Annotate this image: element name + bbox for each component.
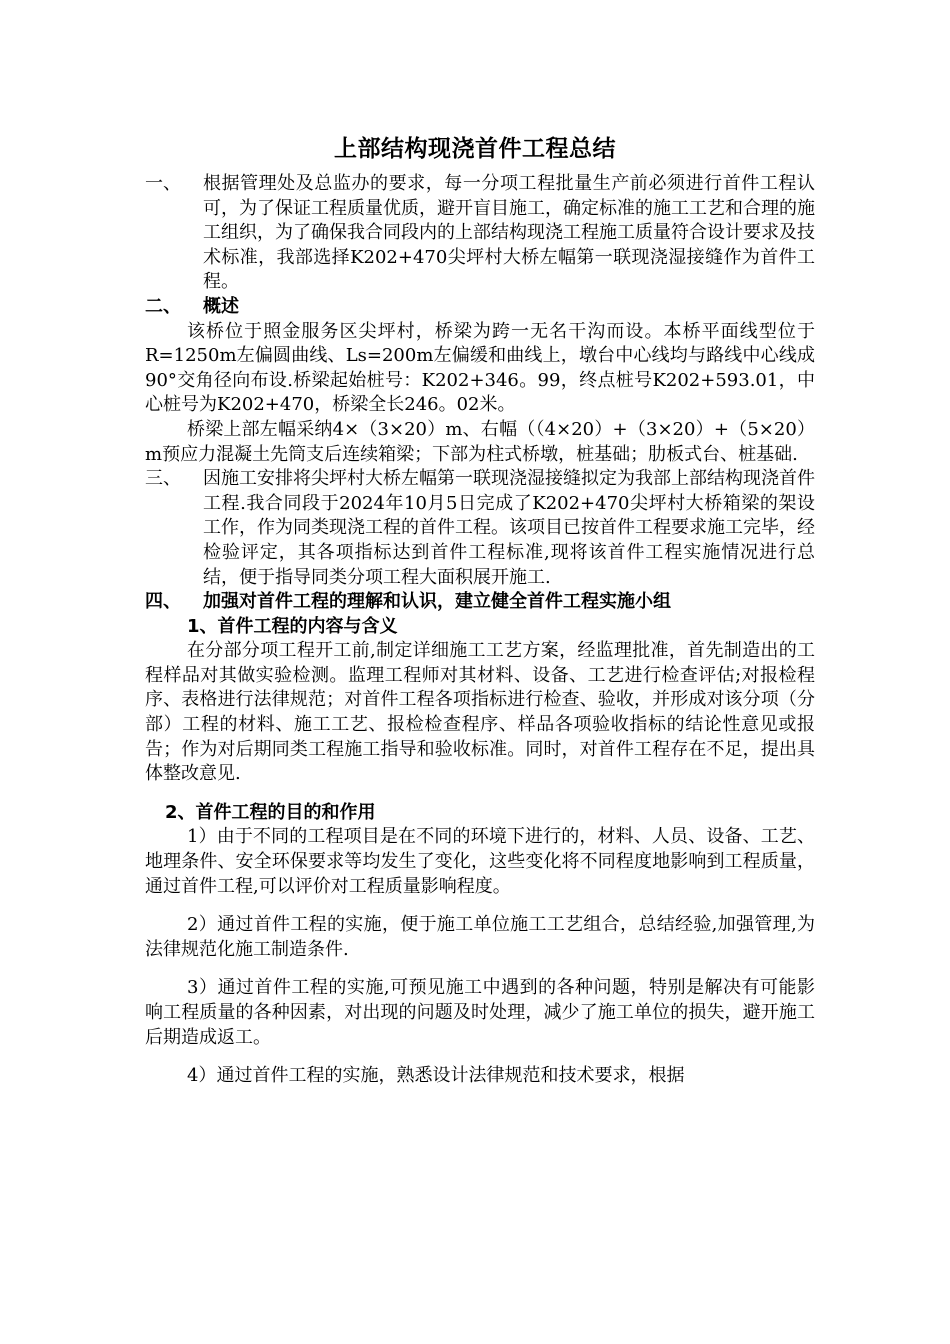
- document-body: [145, 172, 815, 1089]
- section-2-paragraph-1: 该桥位于照金服务区尖坪村，桥梁为跨一无名干沟而设。本桥平面线型位于R=1250m左偏圆曲线、Ls=200m左偏缓和曲线上，墩台中心线均与路线中心线成90°交角径向布设.桥梁起始桩号：K202+346。99，终点桩号K202+593.01，中心桩号为K202+470，桥梁全长246。02米。: [145, 320, 815, 416]
- spacer: [145, 1050, 815, 1064]
- subsection-2-item-1: 1）由于不同的工程项目是在不同的环境下进行的，材料、人员、设备、工艺、地理条件、安全环保要求等均发生了变化，这些变化将不同程度地影响到工程质量，通过首件工程,可以评价对工程质量影响程度。: [145, 826, 815, 897]
- section-4-number: 四、: [145, 591, 181, 613]
- subsection-1-heading: 1、首件工程的内容与含义: [187, 615, 398, 637]
- subsection-1-text: 在分部分项工程开工前,制定详细施工工艺方案，经监理批准，首先制造出的工程样品对其做实验检测。监理工程师对其材料、设备、工艺进行检查评估;对报检程序、表格进行法律规范；对首件工程各项指标进行检查、验收，并形成对该分项（分部）工程的材料、施工工艺、报检检查程序、样品各项验收指标的结论性意见或报告；作为对后期同类工程施工指导和验收标准。同时，对首件工程存在不足，提出具体整改意见.: [145, 640, 815, 785]
- subsection-2-heading: 2、首件工程的目的和作用: [165, 801, 376, 823]
- subsection-2-item-2: 2）通过首件工程的实施，便于施工单位施工工艺组合，总结经验,加强管理,为法律规范化施工制造条件.: [145, 914, 815, 960]
- spacer: [145, 787, 815, 801]
- section-1: [145, 172, 815, 295]
- section-2-heading: [145, 295, 815, 320]
- section-1-text: 根据管理处及总监办的要求，每一分项工程批量生产前必须进行首件工程认可，为了保证工程质量优质，避开盲目施工，确定标准的施工工艺和合理的施工组织，为了确保我合同段内的上部结构现浇工程施工质量符合设计要求及技术标准，我部选择K202+470尖坪村大桥左幅第一联现浇湿接缝作为首件工程。: [203, 173, 815, 293]
- document-title: 上部结构现浇首件工程总结: [334, 136, 616, 162]
- subsection-2-item-4: 4）通过首件工程的实施，熟悉设计法律规范和技术要求，根据: [187, 1065, 685, 1087]
- section-2-number: 二、: [145, 295, 181, 317]
- spacer: [145, 899, 815, 913]
- section-3-number: 三、: [145, 468, 181, 490]
- subsection-2-item-3: 3）通过首件工程的实施,可预见施工中遇到的各种问题，特别是解决有可能影响工程质量的各种因素，对出现的问题及时处理，减少了施工单位的损失，避开施工后期造成返工。: [145, 977, 815, 1048]
- section-2-paragraph-2: 桥梁上部左幅采纳4×（3×20）m、右幅（（4×20）+（3×20）+（5×20）m预应力混凝土先筒支后连续箱梁；下部为柱式桥墩，桩基础；肋板式台、桩基础.: [145, 418, 815, 465]
- section-4-title: 加强对首件工程的理解和认识，建立健全首件工程实施小组: [203, 591, 671, 613]
- section-3: [145, 467, 815, 590]
- spacer: [145, 962, 815, 976]
- section-1-number: 一、: [145, 173, 181, 194]
- section-2-title: 概述: [203, 295, 239, 317]
- section-4-heading: [145, 590, 815, 615]
- section-3-text: 因施工安排将尖坪村大桥左幅第一联现浇湿接缝拟定为我部上部结构现浇首件工程.我合同段于2024年10月5日完成了K202+470尖坪村大桥箱梁的架设工作，作为同类现浇工程的首件工程。该项目已按首件工程要求施工完毕，经检验评定，其各项指标达到首件工程标准,现将该首件工程实施情况进行总结，便于指导同类分项工程大面积展开施工.: [203, 468, 815, 588]
